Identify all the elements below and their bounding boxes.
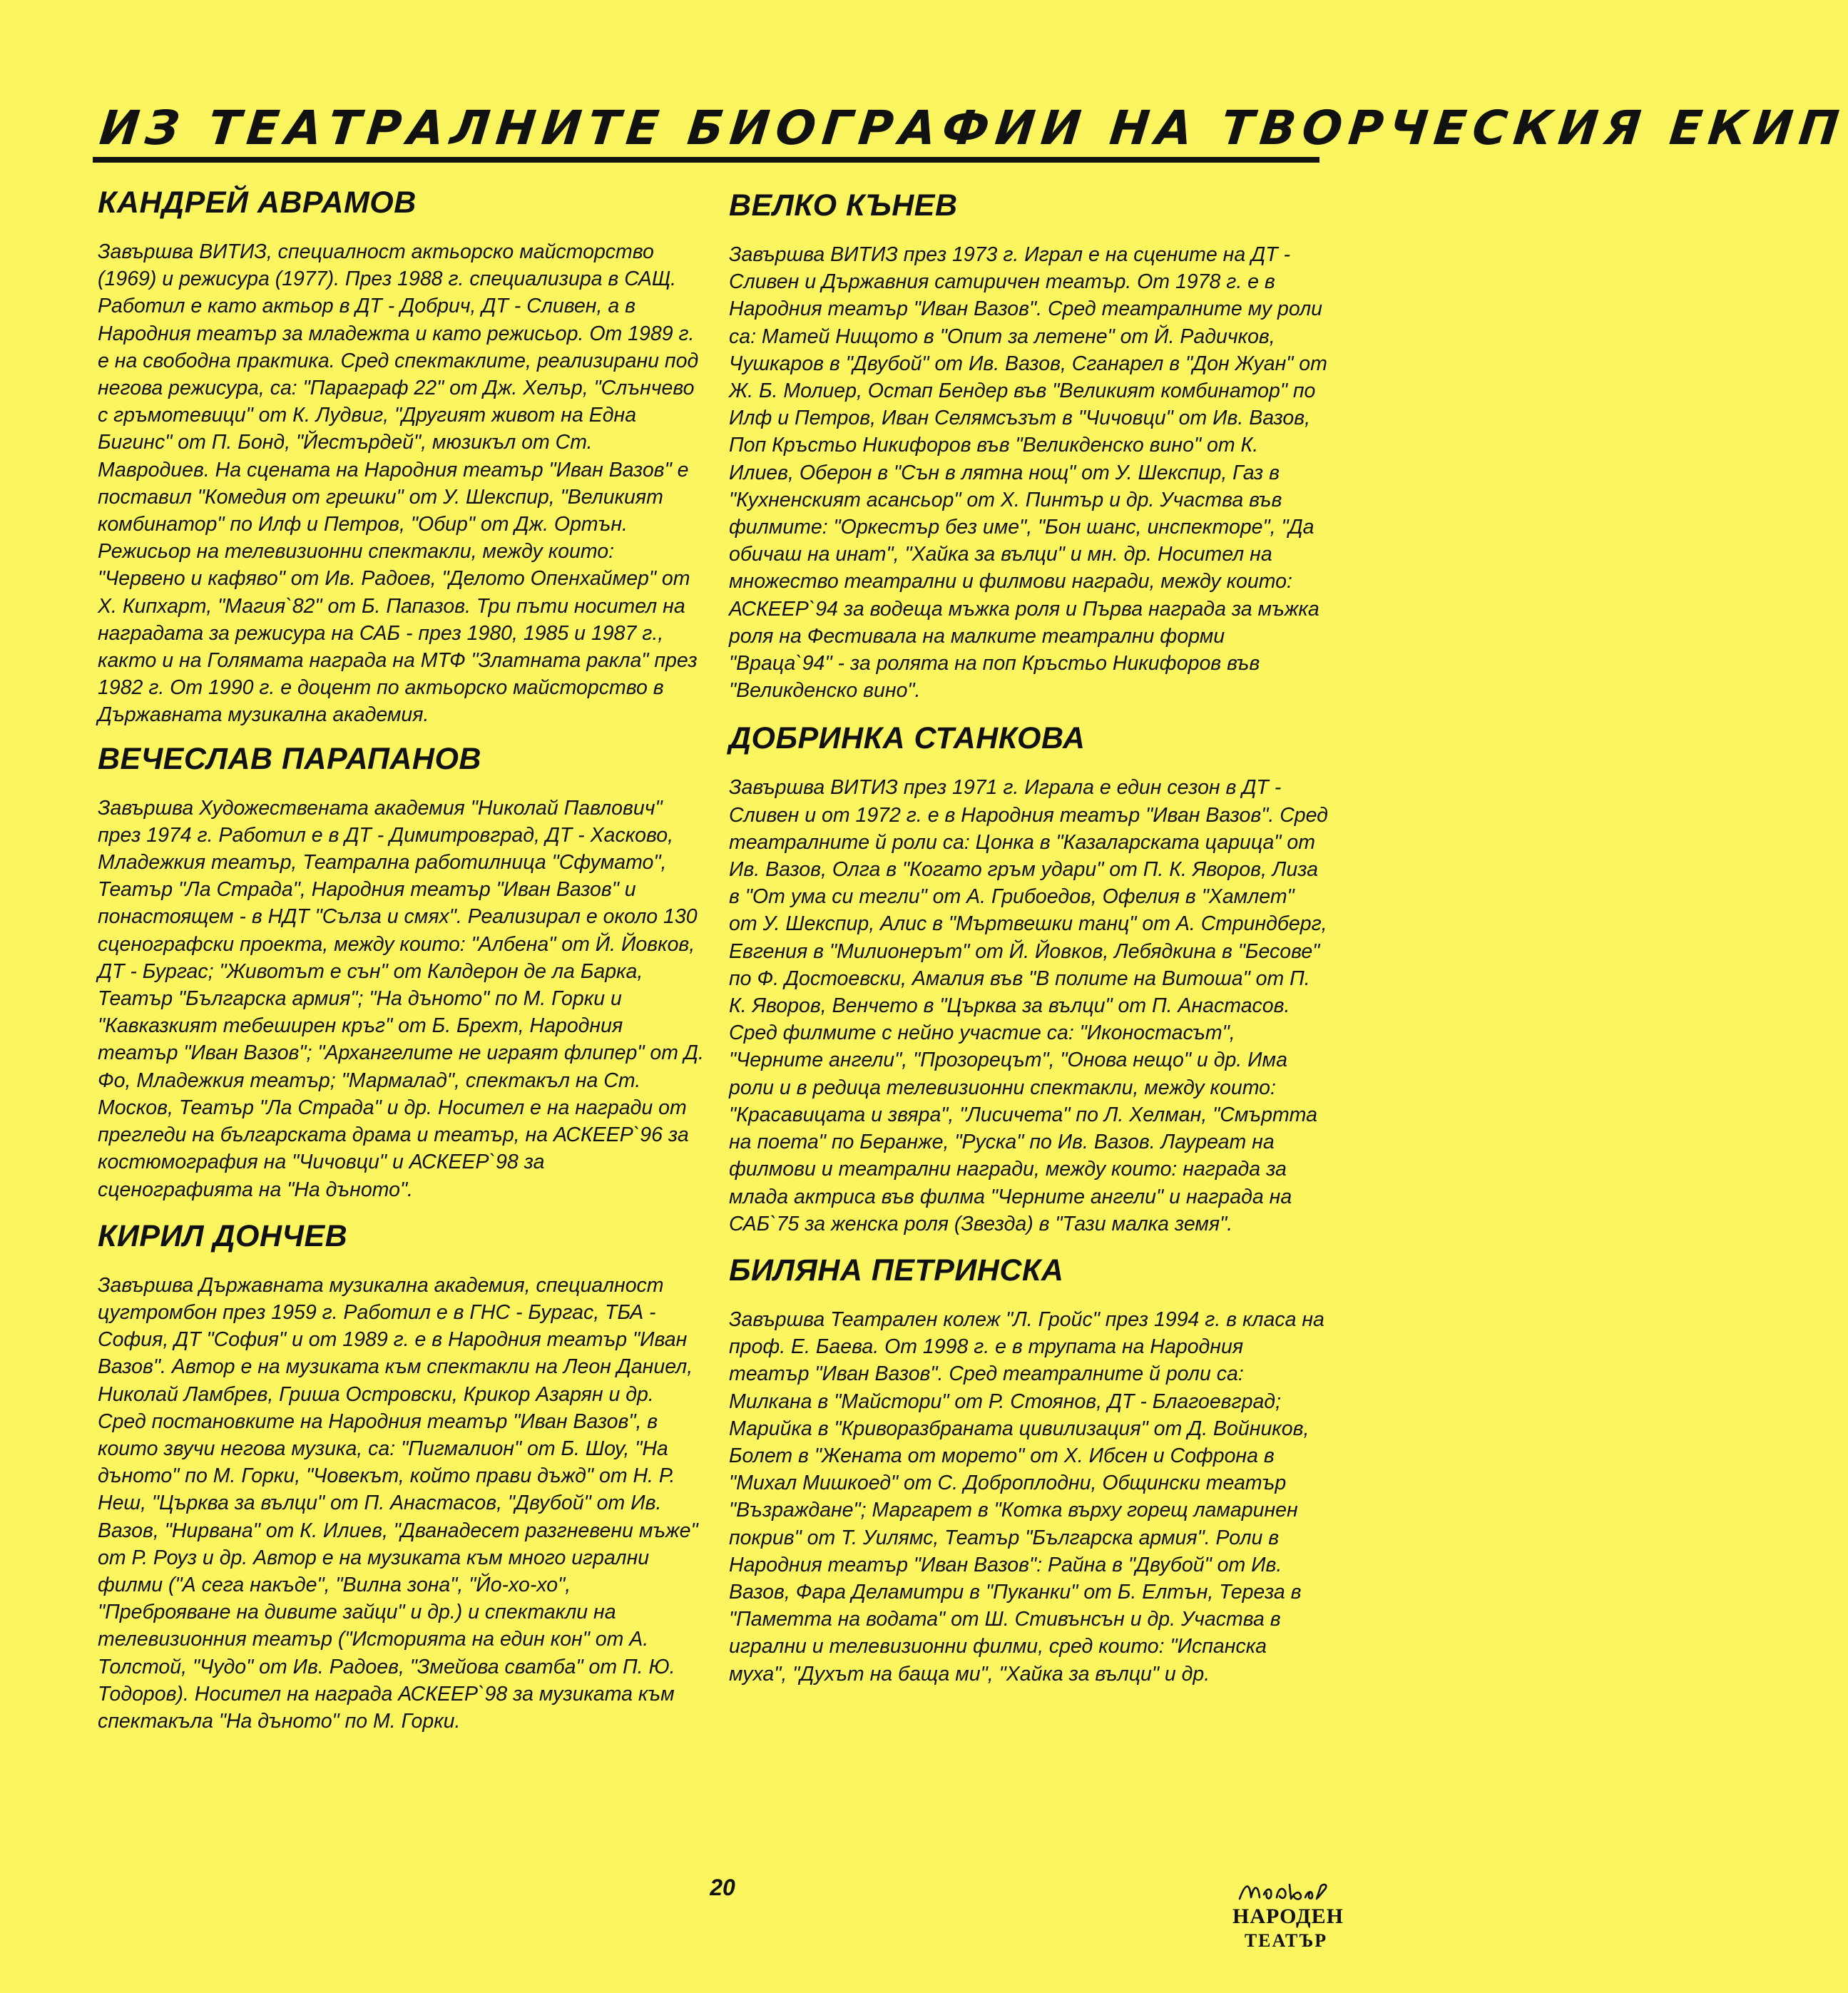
bio-text: Завършва ВИТИЗ, специалност актьорско майсторство (1969) и режисура (1977). През 1988 г. специализира в САЩ. Работил е като актьор в ДТ - Добрич, ДТ - Сливен, а в Народния театър за младежта и като режисьор. От 1989 г. е на свободна практика. Сред спектаклите, реализирани под негова режисура, са: "Параграф 22" от Дж. Хелър, "Слънчево с гръмотевици" от К. Лудвиг, "Другият живот на Една Бигинс" от П. Бонд, "Йестърдей", мюзикъл от Ст. Мавродиев. На сцената на Народния театър "Иван Вазов" е поставил "Комедия от грешки" от У. Шекспир, "Великият комбинатор" по Илф и Петров, "Обир" от Дж. Ортън. Режисьор на телевизионни спектакли, между които: "Червено и кафяво" от Ив. Радоев, "Делото Опенхаймер" от Х. Кипхарт, "Магия`82" от Б. Папазов. Три пъти носител на наградата за режисура на САБ - през 1980, 1985 и 1987 г., както и на Голямата награда на МТФ "Златната ракла" през 1982 г. От 1990 г. е доцент по актьорско майсторство в Държавната музикална академия.	[98, 240, 699, 727]
national-theatre-logo	[1232, 1877, 1344, 1957]
page-title: ИЗ ТЕАТРАЛНИТЕ БИОГРАФИИ НА ТВОРЧЕСКИЯ ЕКИП	[97, 101, 1848, 156]
bio-kandrey-avramov	[98, 183, 704, 729]
bio-name: БИЛЯНА ПЕТРИНСКА	[729, 1253, 1064, 1288]
page-header	[93, 100, 1848, 164]
logo-line2: ТЕАТЪР	[1244, 1930, 1328, 1951]
bio-name: КИРИЛ ДОНЧЕВ	[98, 1218, 348, 1253]
logo-line1: НАРОДЕН	[1232, 1905, 1344, 1928]
bio-text: Завършва Художествената академия "Николай Павлович" през 1974 г. Работил е в ДТ - Димитровград, ДТ - Хасково, Младежкия театър, Театрална работилница "Сфумато", Театър "Ла Страда", Народния театър "Иван Вазов" и понастоящем - в НДТ "Сълза и смях". Реализирал е около 130 сценографски проекта, между които: "Албена" от Й. Йовков, ДТ - Бургас; "Животът е сън" от Калдерон де ла Барка, Театър "Българска армия"; "На дъното" по М. Горки и "Кавказкият тебеширен кръг" от Б. Брехт, Народния театър "Иван Вазов"; "Архангелите не играят флипер" от Д. Фо, Младежкия театър; "Мармалад", спектакъл на Ст. Москов, Театър "Ла Страда" и др. Носител е на награди от прегледи на българската драма и театър, на АСКЕЕР`96 за костюмография на "Чичовци" и АСКЕЕР`98 за сценографията на "На дъното".	[98, 796, 704, 1201]
bio-name: ВЕЛКО КЪНЕВ	[729, 188, 958, 223]
bio-dobrinka-stankova	[729, 718, 1328, 1237]
bio-velko-kanev	[729, 185, 1328, 704]
left-column	[98, 171, 704, 1735]
bio-name: ДОБРИНКА СТАНКОВА	[729, 721, 1086, 756]
bio-bilyana-petrinska	[729, 1250, 1328, 1688]
bio-vecheslav-parapanov	[98, 739, 704, 1203]
bio-kiril-donchev	[98, 1216, 704, 1735]
right-column	[729, 185, 1328, 1688]
bio-name: КАНДРЕЙ АВРАМОВ	[98, 185, 417, 220]
bio-name: ВЕЧЕСЛАВ ПАРАПАНОВ	[98, 741, 481, 776]
page-number: 20	[710, 1875, 735, 1900]
header-rule	[93, 157, 1319, 163]
bio-text: Завършва Държавната музикална академия, специалност цугтромбон през 1959 г. Работил е в ГНС - Бургас, ТБА - София, ДТ "София" и от 1989 г. е в Народния театър "Иван Вазов". Автор е на музиката към спектакли на Леон Даниел, Николай Ламбрев, Гриша Островски, Крикор Азарян и др. Сред постановките на Народния театър "Иван Вазов", в които звучи негова музика, са: "Пигмалион" от Б. Шоу, "На дъното" по М. Горки, "Човекът, който прави дъжд" от Н. Р. Неш, "Църква за вълци" от П. Анастасов, "Двубой" от Ив. Вазов, "Нирвана" от К. Илиев, "Дванадесет разгневени мъже" от Р. Роуз и др. Автор е на музиката към много игрални филми ("А сега накъде", "Вилна зона", "Йо-хо-хо", "Преброяване на дивите зайци" и др.) и спектакли на телевизионния театър ("Историята на един кон" от А. Толстой, "Чудо" от Ив. Радоев, "Змейова сватба" от П. Ю. Тодоров). Носител на награда АСКЕЕР`98 за музиката към спектакъла "На дъното" по М. Горки.	[98, 1273, 698, 1733]
bio-text: Завършва ВИТИЗ през 1973 г. Играл е на сцените на ДТ - Сливен и Държавния сатиричен театър. От 1978 г. е в Народния театър "Иван Вазов". Сред театралните му роли са: Матей Нищото в "Опит за летене" от Й. Радичков, Чушкаров в "Двубой" от Ив. Вазов, Сганарел в "Дон Жуан" от Ж. Б. Молиер, Остап Бендер във "Великият комбинатор" по Илф и Петров, Иван Селямсъзът в "Чичовци" от Ив. Вазов, Поп Кръстьо Никифоров във "Великденско вино" от К. Илиев, Оберон в "Сън в лятна нощ" от У. Шекспир, Газ в "Кухненският асансьор" от Х. Пинтър и др. Участва във филмите: "Оркестър без име", "Бон шанс, инспекторе", "Да обичаш на инат", "Хайка за вълци" и мн. др. Носител на множество театрални и филмови награди, между които: АСКЕЕР`94 за водеща мъжка роля и Първа награда за мъжка роля на Фестивала на малките театрални форми "Враца`94" - за ролята на поп Кръстьо Никифоров във "Великденско вино".	[729, 243, 1327, 703]
bio-text: Завършва ВИТИЗ през 1971 г. Играла е един сезон в ДТ - Сливен и от 1972 г. е в Народния театър "Иван Вазов". Сред театралните й роли са: Цонка в "Казаларската царица" от Ив. Вазов, Олга в "Когато гръм удари" от П. К. Яворов, Лиза в "От ума си тегли" от А. Грибоедов, Офелия в "Хамлет" от У. Шекспир, Алис в "Мъртвешки танц" от А. Стриндберг, Евгения в "Милионерът" от Й. Йовков, Лебядкина в "Бесове" по Ф. Достоевски, Амалия във "В полите на Витоша" от П. К. Яворов, Венчето в "Църква за вълци" от П. Анастасов. Сред филмите с нейно участие са: "Иконостасът", "Черните ангели", "Прозорецът", "Онова нещо" и др. Има роли и в редица телевизионни спектакли, между които: "Красавицата и звяра", "Лисичета" по Л. Хелман, "Смъртта на поета" по Беранже, "Руска" по Ив. Вазов. Лауреат на филмови и театрални награди, между които: награда за млада актриса във филма "Черните ангели" и награда на САБ`75 за женска роля (Звезда) в "Тази малка земя".	[729, 776, 1328, 1235]
signature-logo-icon	[1232, 1877, 1339, 1906]
bio-text: Завършва Театрален колеж "Л. Гройс" през 1994 г. в класа на проф. Е. Баева. От 1998 г. е в трупата на Народния театър "Иван Вазов". Сред театралните й роли са: Милкана в "Майстори" от Р. Стоянов, ДТ - Благоевград; Марийка в "Криворазбраната цивилизация" от Д. Войников, Болет в "Жената от морето" от Х. Ибсен и Софрона в "Михал Мишкоед" от С. Доброплодни, Общински театър "Възраждане"; Маргарет в "Котка върху горещ ламаринен покрив" от Т. Уилямс, Театър "Българска армия". Роли в Народния театър "Иван Вазов": Райна в "Двубой" от Ив. Вазов, Фара Деламитри в "Пуканки" от Б. Елтън, Тереза в "Паметта на водата" от Ш. Стивънсън и др. Участва в игрални и телевизионни филми, сред които: "Испанска муха", "Духът на баща ми", "Хайка за вълци" и др.	[729, 1308, 1324, 1686]
